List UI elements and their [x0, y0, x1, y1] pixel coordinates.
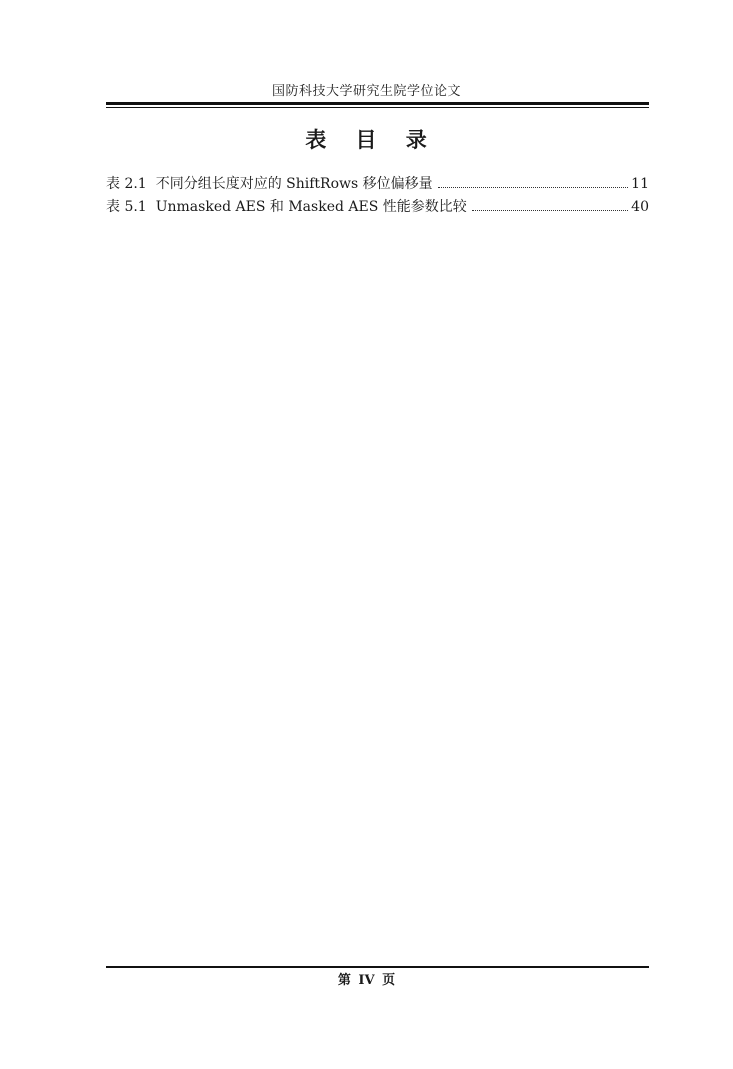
page-reference: 11	[631, 176, 649, 192]
footer-rule	[106, 966, 649, 968]
page-reference: 40	[631, 199, 649, 215]
table-number: 表 5.1	[106, 199, 147, 215]
list-of-tables	[106, 173, 649, 219]
table-caption: Unmasked AES 和 Masked AES 性能参数比较	[155, 199, 467, 215]
toc-entry[interactable]	[106, 196, 649, 219]
running-header: 国防科技大学研究生院学位论文	[271, 84, 461, 99]
dot-leader	[438, 187, 629, 188]
dot-leader	[472, 210, 628, 211]
list-of-tables-title: 表 目 录	[305, 128, 428, 152]
table-number: 表 2.1	[106, 176, 147, 192]
table-caption: 不同分组长度对应的 ShiftRows 移位偏移量	[155, 176, 433, 192]
header-rule	[106, 102, 649, 105]
header-rule-secondary	[106, 107, 649, 108]
page-number: 第 IV 页	[337, 973, 396, 988]
toc-entry[interactable]	[106, 173, 649, 196]
